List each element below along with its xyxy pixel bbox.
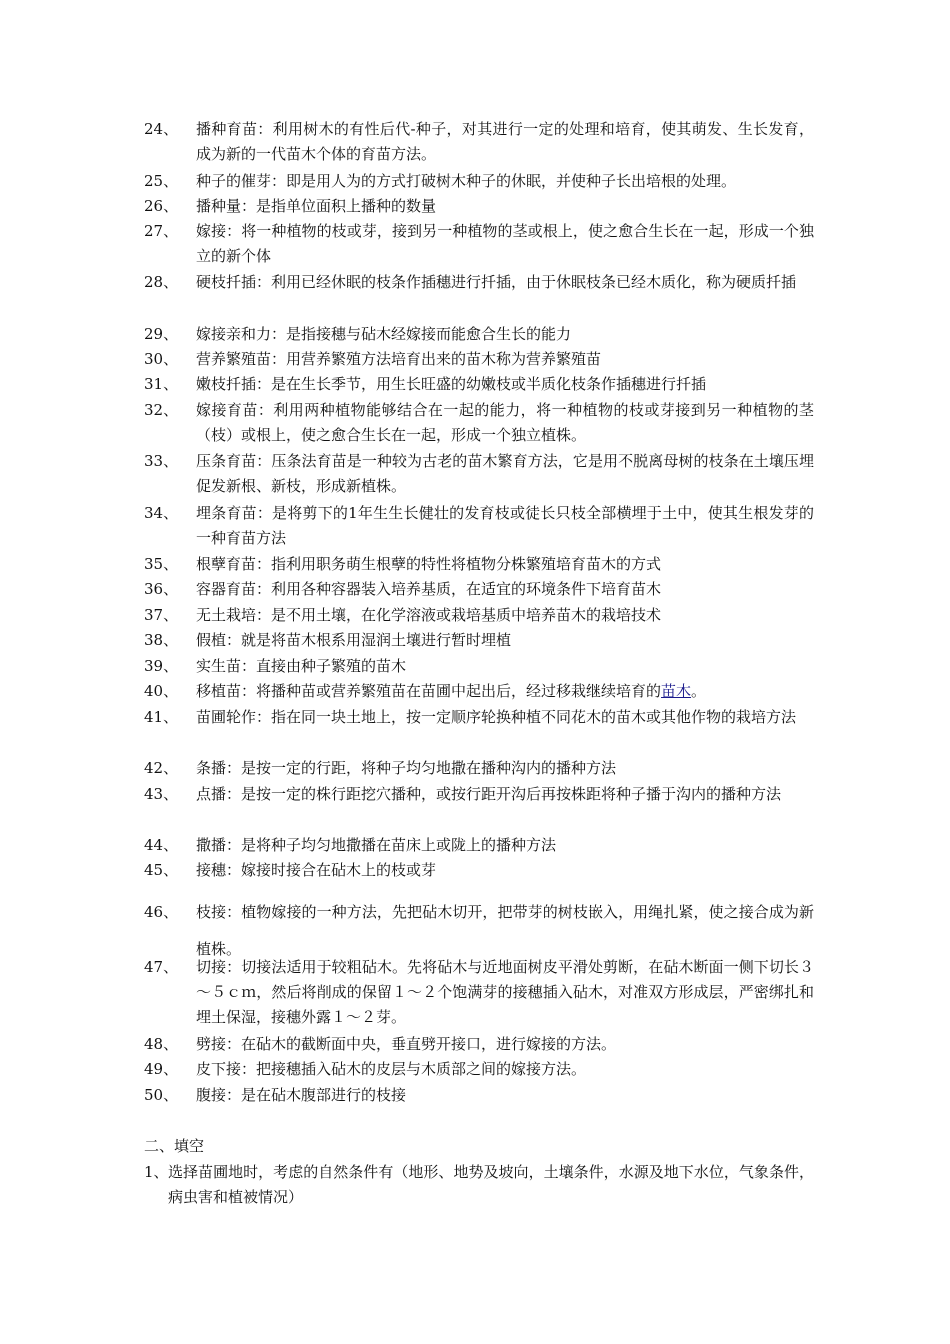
definition-item-31 [144, 372, 814, 397]
item-text: 埋条育苗：是将剪下的1年生生长健壮的发育枝或徒长只枝全部横埋于土中，使其生根发芽的一种育苗方法 [196, 504, 814, 547]
definition-item-48 [144, 1032, 814, 1057]
item-number: 41、 [144, 708, 179, 726]
item-number: 32、 [144, 401, 179, 419]
item-number: 49、 [144, 1060, 179, 1078]
item-text: 劈接：在砧木的截断面中央，垂直劈开接口，进行嫁接的方法。 [196, 1035, 617, 1053]
item-number: 1、 [144, 1163, 169, 1181]
definition-item-38 [144, 628, 814, 653]
item-text-end: 。 [691, 682, 707, 700]
item-text: 嫩枝扦插：是在生长季节，用生长旺盛的幼嫩枝或半质化枝条作插穗进行扦插 [196, 375, 707, 393]
definition-item-36 [144, 577, 814, 602]
item-text: 嫁接育苗：利用两种植物能够结合在一起的能力，将一种植物的枝或芽接到另一种植物的茎（枝）或根上，使之愈合生长在一起，形成一个独立植株。 [196, 401, 814, 444]
section-heading: 二、填空 [144, 1137, 205, 1155]
definition-item-43 [144, 782, 814, 807]
item-number: 44、 [144, 836, 179, 854]
item-number: 26、 [144, 197, 179, 215]
definition-item-37 [144, 603, 814, 628]
definition-item-30 [144, 347, 814, 372]
item-number: 24、 [144, 120, 179, 138]
definition-item-29 [144, 322, 814, 347]
definition-item-39 [144, 654, 814, 679]
definition-item-26 [144, 194, 814, 219]
item-text: 播种育苗：利用树木的有性后代-种子，对其进行一定的处理和培育，使其萌发、生长发育，成为新的一代苗木个体的育苗方法。 [196, 120, 814, 163]
item-number: 46、 [144, 903, 179, 921]
item-number: 28、 [144, 273, 179, 291]
item-text: 枝接：植物嫁接的一种方法，先把砧木切开，把带芽的树枝嵌入，用绳扎紧，使之接合成为新植株。 [196, 903, 814, 958]
definition-item-45 [144, 858, 814, 883]
item-text: 根孽育苗：指利用职务萌生根孽的特性将植物分株繁殖培育苗木的方式 [196, 555, 662, 573]
item-text: 无土栽培：是不用土壤，在化学溶液或栽培基质中培养苗木的栽培技术 [196, 606, 662, 624]
item-text: 嫁接亲和力：是指接穗与砧木经嫁接而能愈合生长的能力 [196, 325, 572, 343]
item-number: 29、 [144, 325, 179, 343]
item-text: 点播：是按一定的株行距挖穴播种，或按行距开沟后再按株距将种子播于沟内的播种方法 [196, 785, 782, 803]
definition-item-41 [144, 705, 814, 730]
definition-item-25 [144, 169, 814, 194]
item-number: 30、 [144, 350, 179, 368]
item-text: 皮下接：把接穗插入砧木的皮层与木质部之间的嫁接方法。 [196, 1060, 587, 1078]
item-number: 45、 [144, 861, 179, 879]
definition-item-49 [144, 1057, 814, 1082]
item-number: 35、 [144, 555, 179, 573]
item-text: 营养繁殖苗：用营养繁殖方法培育出来的苗木称为营养繁殖苗 [196, 350, 602, 368]
item-number: 36、 [144, 580, 179, 598]
item-number: 38、 [144, 631, 179, 649]
item-text: 容器育苗：利用各种容器装入培养基质，在适宜的环境条件下培育苗木 [196, 580, 662, 598]
item-text: 苗圃轮作：指在同一块土地上，按一定顺序轮换种植不同花木的苗木或其他作物的栽培方法 [196, 708, 797, 726]
definition-item-28 [144, 270, 814, 295]
definition-item-42 [144, 756, 814, 781]
item-number: 31、 [144, 375, 179, 393]
item-text: 压条育苗：压条法育苗是一种较为古老的苗木繁育方法，它是用不脱离母树的枝条在土壤压埋促发新根、新枝，形成新植株。 [196, 452, 814, 495]
seedling-link[interactable]: 苗木 [661, 682, 692, 700]
item-number: 25、 [144, 172, 179, 190]
item-text: 实生苗：直接由种子繁殖的苗木 [196, 657, 407, 675]
item-text: 接穗：嫁接时接合在砧木上的枝或芽 [196, 861, 437, 879]
item-number: 39、 [144, 657, 179, 675]
item-number: 48、 [144, 1035, 179, 1053]
item-text: 条播：是按一定的行距，将种子均匀地撒在播种沟内的播种方法 [196, 759, 617, 777]
definition-item-24 [144, 117, 814, 167]
item-text: 硬枝扦插：利用已经休眠的枝条作插穗进行扦插，由于休眠枝条已经木质化，称为硬质扦插 [196, 273, 797, 291]
item-text: 嫁接：将一种植物的枝或芽，接到另一种植物的茎或根上，使之愈合生长在一起，形成一个独立的新个体 [196, 222, 814, 265]
definition-item-35 [144, 552, 814, 577]
item-text: 切接：切接法适用于较粗砧木。先将砧木与近地面树皮平滑处剪断，在砧木断面一侧下切长３～５ｃｍ，然后将削成的保留１～２个饱满芽的接穗插入砧木，对准双方形成层，严密绑扎和埋土保湿，接穗外露１～２芽。 [196, 958, 814, 1026]
item-number: 50、 [144, 1086, 179, 1104]
definition-item-44 [144, 833, 814, 858]
definition-item-33 [144, 449, 814, 499]
item-number: 42、 [144, 759, 179, 777]
item-number: 33、 [144, 452, 179, 470]
item-number: 43、 [144, 785, 179, 803]
definition-item-32 [144, 398, 814, 448]
item-text-main: 移植苗：将播种苗或营养繁殖苗在苗圃中起出后，经过移栽继续培育的 [196, 682, 662, 700]
item-text: 种子的催芽：即是用人为的方式打破树木种子的休眠，并使种子长出培根的处理。 [196, 172, 737, 190]
item-number: 34、 [144, 504, 179, 522]
fill-blank-item-1 [144, 1160, 814, 1210]
item-number: 37、 [144, 606, 179, 624]
item-text: 撒播：是将种子均匀地撒播在苗床上或陇上的播种方法 [196, 836, 557, 854]
item-number: 40、 [144, 682, 179, 700]
definition-item-40 [144, 679, 814, 704]
item-number: 27、 [144, 222, 179, 240]
item-number: 47、 [144, 958, 179, 976]
definition-item-27 [144, 219, 814, 269]
definition-item-47 [144, 955, 814, 1030]
definition-item-50 [144, 1083, 814, 1108]
item-text: 选择苗圃地时，考虑的自然条件有（地形、地势及坡向，土壤条件，水源及地下水位，气象条件，病虫害和植被情况） [168, 1163, 814, 1206]
definition-item-34 [144, 501, 814, 551]
item-text: 假植：就是将苗木根系用湿润土壤进行暂时埋植 [196, 631, 512, 649]
item-text: 腹接：是在砧木腹部进行的枝接 [196, 1086, 407, 1104]
item-text [196, 679, 814, 704]
item-text: 播种量：是指单位面积上播种的数量 [196, 197, 437, 215]
